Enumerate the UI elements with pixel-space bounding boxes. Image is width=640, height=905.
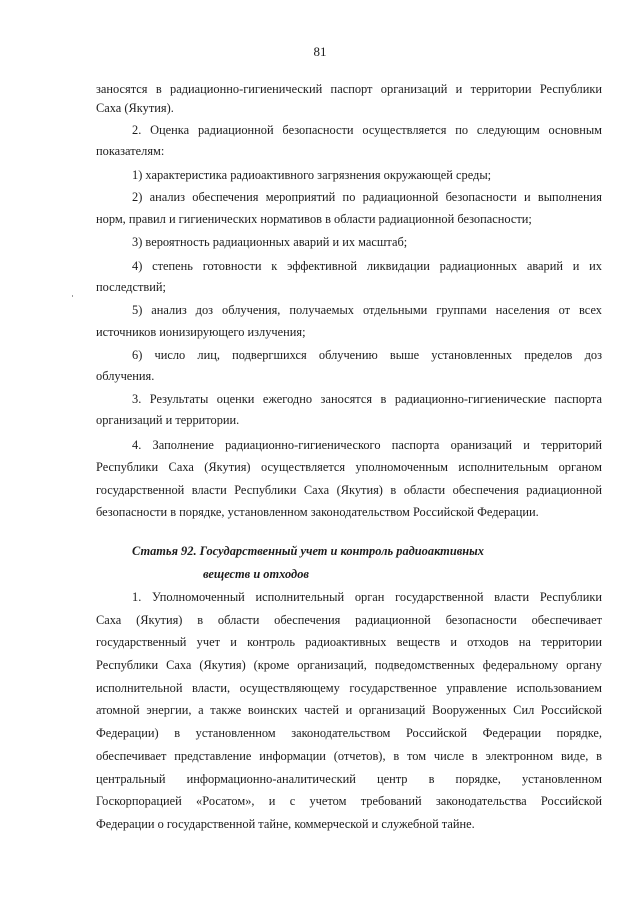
text-line: государственной власти Республики Саха (Якутия) в области обеспечения радиационной	[96, 483, 602, 497]
scan-speck	[72, 295, 73, 297]
text-line: Республики Саха (Якутия) осуществляется уполномоченным исполнительным органом	[96, 460, 602, 474]
text-line: 5) анализ доз облучения, получаемых отдельными группами населения от всех	[132, 303, 602, 317]
text-line: Федерации) в установленном законодательством Российской Федерации порядке,	[96, 726, 602, 740]
text-line: 1. Уполномоченный исполнительный орган государственной власти Республики	[132, 590, 602, 604]
text-line: безопасности в порядке, установленном законодательством Российской Федерации.	[96, 505, 539, 519]
text-line: организаций и территории.	[96, 413, 240, 427]
text-line: Федерации о государственной тайне, коммерческой и служебной тайне.	[96, 817, 475, 831]
text-line: государственный учет и контроль радиоактивных веществ и отходов на территории	[96, 635, 602, 649]
text-line: Саха (Якутия) в области обеспечения радиационной безопасности обеспечивает	[96, 613, 602, 627]
text-line: заносятся в радиационно-гигиенический паспорт организаций и территории Республики	[96, 82, 602, 96]
text-line: центральный информационно-аналитический центр в порядке, установленном	[96, 772, 602, 786]
text-line: норм, правил и гигиенических нормативов в области радиационной безопасности;	[96, 212, 532, 226]
text-line: 3. Результаты оценки ежегодно заносятся в радиационно-гигиенические паспорта	[132, 392, 602, 406]
text-line: исполнительной власти, осуществляющему государственное управление использованием	[96, 681, 602, 695]
text-line: 2. Оценка радиационной безопасности осуществляется по следующим основным	[132, 123, 602, 137]
text-line: последствий;	[96, 280, 166, 294]
text-line: 3) вероятность радиационных аварий и их масштаб;	[132, 235, 408, 249]
text-line: 4. Заполнение радиационно-гигиенического паспорта оранизаций и территорий	[132, 438, 602, 452]
text-line: 1) характеристика радиоактивного загрязнения окружающей среды;	[132, 168, 492, 182]
text-line: Госкорпорацией «Росатом», и с учетом требований законодательства Российской	[96, 794, 602, 808]
text-line: источников ионизирующего излучения;	[96, 325, 306, 339]
page-number: 81	[313, 44, 327, 59]
text-line: 2) анализ обеспечения мероприятий по радиационной безопасности и выполнения	[132, 190, 602, 204]
text-line: Саха (Якутия).	[96, 101, 174, 115]
article-heading: веществ и отходов	[203, 567, 309, 581]
text-line: 6) число лиц, подвергшихся облучению выше установленных пределов доз	[132, 348, 602, 362]
text-line: обеспечивает представление информации (отчетов), в том числе в электронном виде, в	[96, 749, 602, 763]
text-line: 4) степень готовности к эффективной ликвидации радиационных аварий и их	[132, 259, 602, 273]
text-line: атомной энергии, а также воинских частей и организаций Вооруженных Сил Российской	[96, 703, 602, 717]
text-line: показателям:	[96, 144, 165, 158]
text-line: Республики Саха (Якутия) (кроме организаций, подведомственных федеральному органу	[96, 658, 602, 672]
article-heading: Статья 92. Государственный учет и контроль радиоактивных	[132, 544, 484, 558]
text-line: облучения.	[96, 369, 155, 383]
